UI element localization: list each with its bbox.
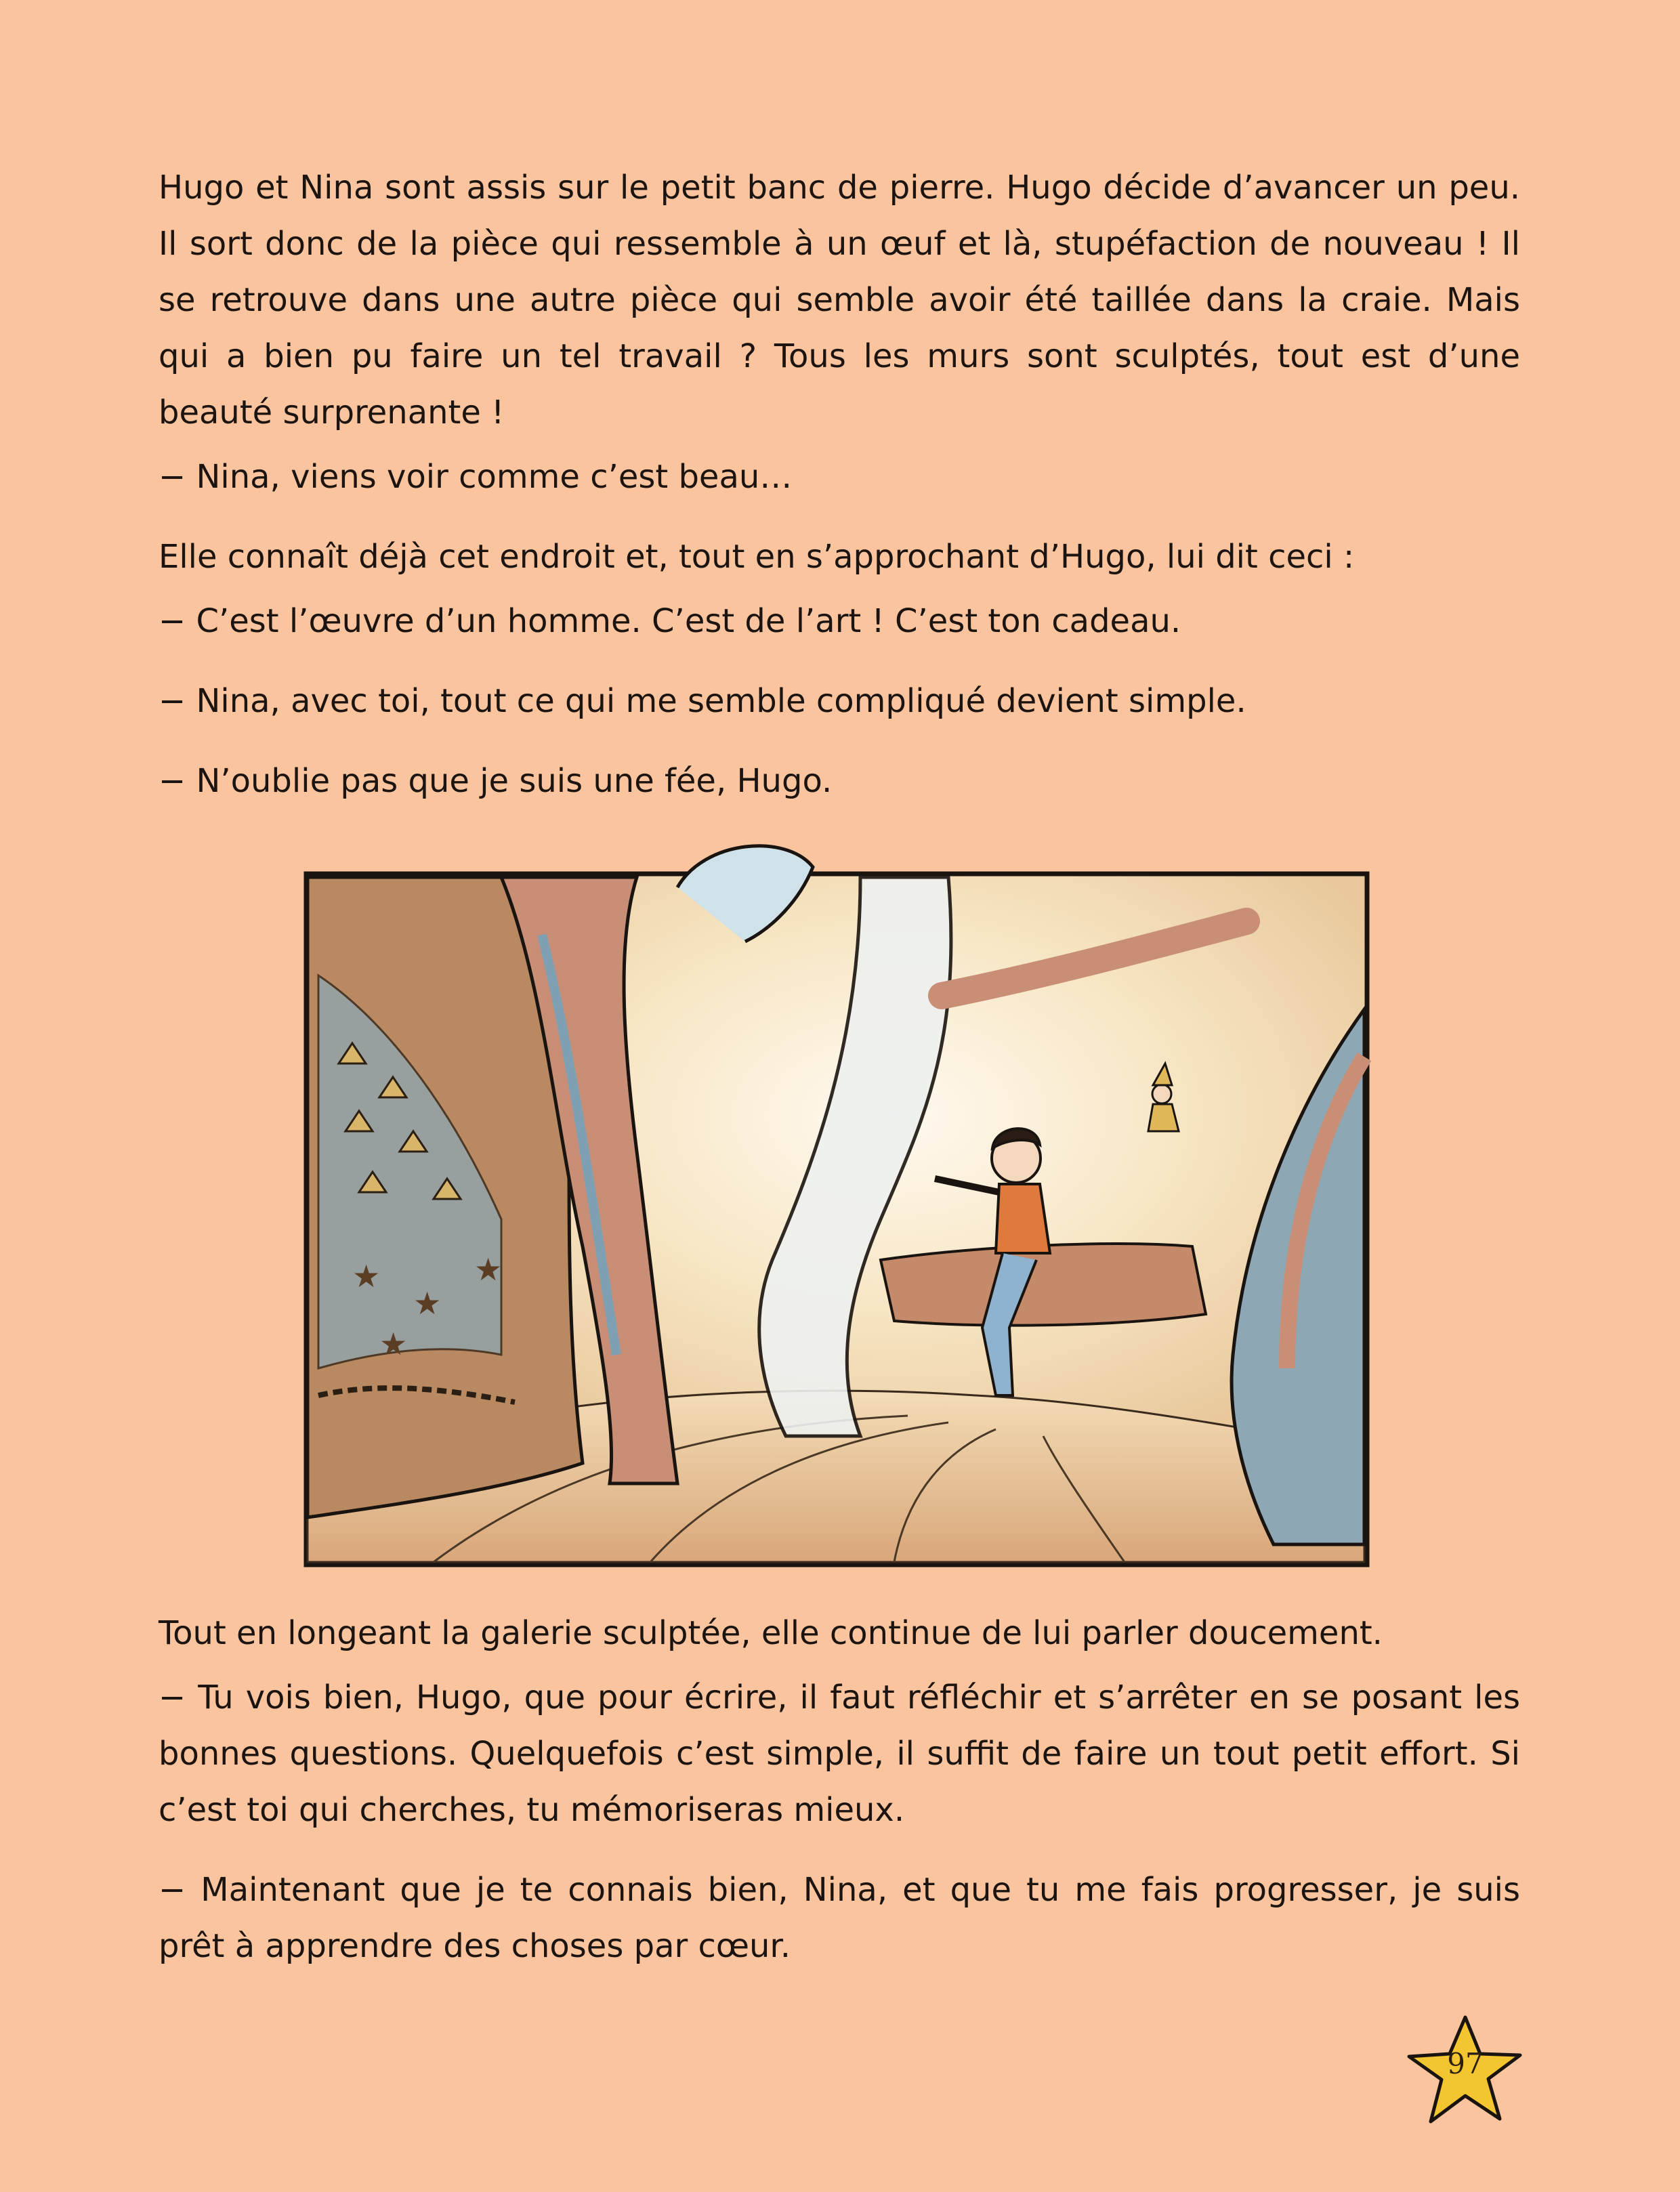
paragraph: Elle connaît déjà cet endroit et, tout en s’approchant d’Hugo, lui dit ceci : bbox=[159, 538, 1355, 576]
text-block-bottom bbox=[159, 1605, 1520, 1975]
dialogue-line: − N’oublie pas que je suis une fée, Hugo. bbox=[159, 762, 833, 800]
svg-text:★: ★ bbox=[413, 1285, 442, 1322]
svg-text:★: ★ bbox=[379, 1326, 408, 1362]
dialogue-line: − Maintenant que je te connais bien, Nina, et que tu me fais progresser, je suis prêt à apprendre des choses par cœur. bbox=[159, 1871, 1520, 1965]
dialogue-line: − Nina, viens voir comme c’est beau… bbox=[159, 458, 793, 496]
svg-text:★: ★ bbox=[352, 1258, 381, 1294]
paragraph: Tout en longeant la galerie sculptée, elle continue de lui parler doucement. bbox=[159, 1614, 1383, 1652]
sculpted-gallery-illustration bbox=[298, 840, 1375, 1575]
page-number-badge bbox=[1401, 2012, 1530, 2130]
page-number: 97 bbox=[1447, 2047, 1484, 2080]
svg-text:★: ★ bbox=[474, 1251, 503, 1288]
dialogue-line: − C’est l’œuvre d’un homme. C’est de l’art ! C’est ton cadeau. bbox=[159, 602, 1181, 640]
paragraph: Hugo et Nina sont assis sur le petit banc de pierre. Hugo décide d’avancer un peu. Il sort donc de la pièce qui ressemble à un œuf et là, stupéfaction de nouveau ! Il se retrouve dans une autre pièce qui semble avoir été taillée dans la craie. Mais qui a bien pu faire un tel travail ? Tous les murs sont sculptés, tout est d’une beauté surprenante ! bbox=[159, 169, 1520, 431]
text-block-top bbox=[159, 160, 1520, 809]
dialogue-line: − Nina, avec toi, tout ce qui me semble compliqué devient simple. bbox=[159, 682, 1246, 720]
dialogue-line: − Tu vois bien, Hugo, que pour écrire, il faut réfléchir et s’arrêter en se posant les bonnes questions. Quelquefois c’est simple, il suffit de faire un tout petit effort. Si c’est toi qui cherches, tu mémoriseras mieux. bbox=[159, 1679, 1520, 1829]
